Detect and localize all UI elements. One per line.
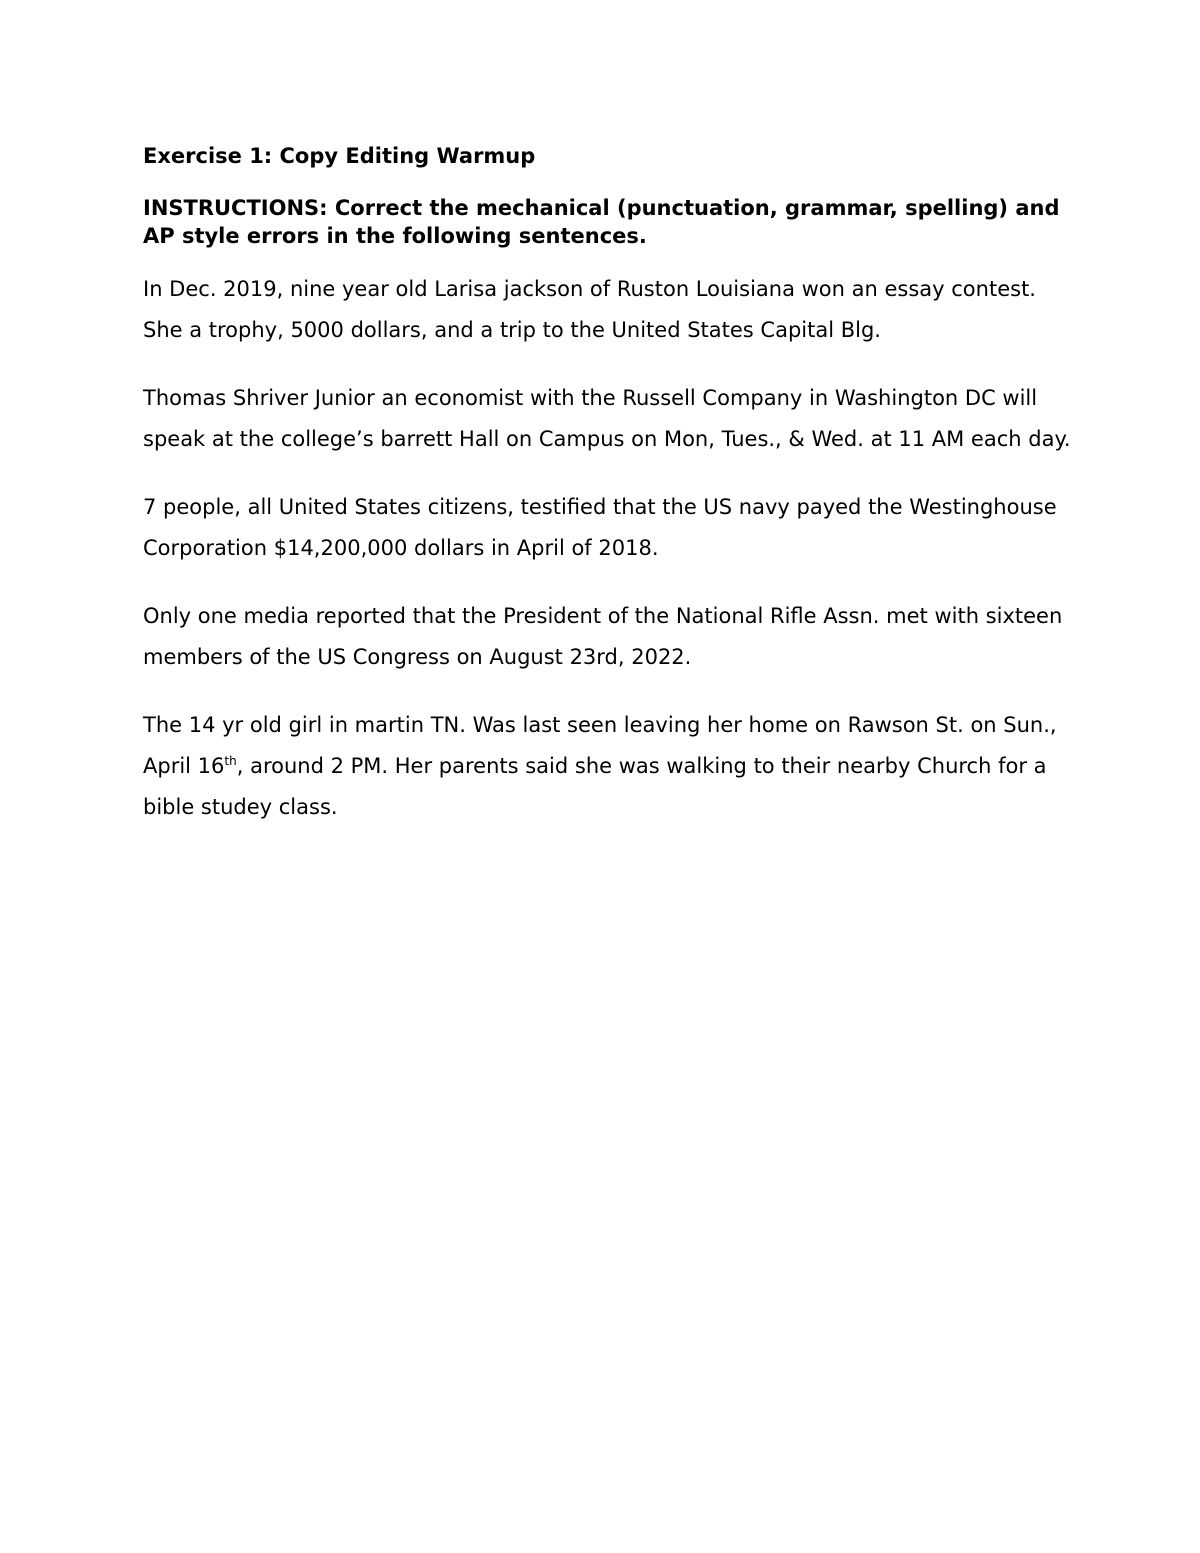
ordinal-superscript: th	[224, 754, 237, 768]
sentence-text: , around 2 PM. Her parents said she was walking to their nearby Church for a bible studey class.	[143, 754, 1047, 819]
exercise-sentence: Thomas Shriver Junior an economist with the Russell Company in Washington DC will speak at the college’s barrett Hall on Campus on Mon, Tues., & Wed. at 11 AM each day.	[143, 386, 1071, 451]
exercise-title: Exercise 1: Copy Editing Warmup	[143, 144, 536, 168]
exercise-sentence: 7 people, all United States citizens, testified that the US navy payed the Westinghouse Corporation $14,200,000 dollars in April of 2018.	[143, 495, 1057, 560]
exercise-sentence	[143, 705, 1073, 828]
document-body	[143, 140, 1073, 855]
instructions-text: INSTRUCTIONS: Correct the mechanical (punctuation, grammar, spelling) and AP style errors in the following sentences.	[143, 196, 1060, 248]
exercise-sentence: Only one media reported that the President of the National Rifle Assn. met with sixteen members of the US Congress on August 23rd, 2022.	[143, 604, 1063, 669]
exercise-sentence: In Dec. 2019, nine year old Larisa jackson of Ruston Louisiana won an essay contest. She a trophy, 5000 dollars, and a trip to the United States Capital Blg.	[143, 277, 1036, 342]
sentence-text: The 14 yr old girl in martin TN. Was last seen leaving her home on Rawson St. on Sun., April 16	[143, 713, 1057, 778]
